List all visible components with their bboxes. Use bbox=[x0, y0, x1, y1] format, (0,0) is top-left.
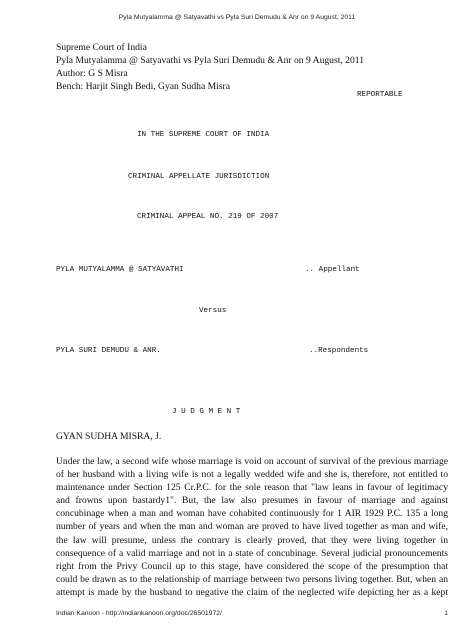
paragraph-line: consequence of a valid marriage and not in a state of concubinage. Several judicial pronouncements bbox=[56, 547, 448, 559]
bench-line: Bench: Harjit Singh Bedi, Gyan Sudha Misra bbox=[56, 81, 230, 92]
paragraph-line: attempt is made by the husband to negative the claim of the neglected wife depicting her as a kept bbox=[56, 586, 448, 598]
paragraph-line: Under the law, a second wife whose marriage is void on account of survival of the previous marriage bbox=[56, 456, 448, 467]
respondent-role: ..Respondents bbox=[309, 347, 369, 355]
paragraph-line: maintenance under Section 125 Cr.P.C. for the sole reason that "law leans in favour of legitimacy bbox=[56, 482, 448, 494]
paragraph-line: number of years and when the man and woman are proved to have lived together as man and wife, bbox=[56, 521, 448, 533]
court-heading: IN THE SUPREME COURT OF INDIA bbox=[137, 131, 270, 139]
jurisdiction-heading: CRIMINAL APPELLATE JURISDICTION bbox=[128, 173, 270, 181]
footer-source: Indian Kanoon - http://indiankanoon.org/doc/26501972/ bbox=[56, 610, 222, 617]
case-title: Pyla Mutyalamma @ Satyavathi vs Pyla Suri Demudu & Anr on 9 August, 2011 bbox=[56, 55, 365, 66]
appellant-name: PYLA MUTYALAMMA @ SATYAVATHI bbox=[56, 266, 184, 274]
reportable-label: REPORTABLE bbox=[357, 91, 403, 99]
judgment-paragraph bbox=[56, 455, 448, 599]
respondent-name: PYLA SURI DEMUDU & ANR. bbox=[56, 347, 161, 355]
running-header: Pyla Mutyalamma @ Satyavathi vs Pyla Suri Demudu & Anr on 9 August, 2011 bbox=[118, 14, 356, 21]
paragraph-line: the law will presume, unless the contrary is clearly proved, that they were living together in bbox=[56, 534, 448, 546]
paragraph-line: right from the Privy Council up to this stage, have considered the scope of the presumption that bbox=[56, 560, 448, 572]
judgment-heading: J U D G M E N T bbox=[172, 408, 241, 416]
paragraph-line: and frowns upon bastardy1". But, the law also presumes in favour of marriage and against bbox=[56, 495, 448, 507]
judge-name: GYAN SUDHA MISRA, J. bbox=[56, 431, 162, 442]
page-number: 1 bbox=[444, 610, 448, 617]
paragraph-line: concubinage when a man and woman have cohabited continuously for 1 AIR 1929 P.C. 135 a long bbox=[56, 508, 448, 520]
court-name: Supreme Court of India bbox=[56, 42, 147, 53]
appeal-number: CRIMINAL APPEAL NO. 219 OF 2007 bbox=[137, 213, 279, 221]
versus-label: Versus bbox=[199, 307, 227, 315]
paragraph-line: could be drawn as to the relationship of marriage between two persons living together. But, when an bbox=[56, 573, 448, 585]
author-line: Author: G S Misra bbox=[56, 68, 128, 79]
paragraph-line: of her husband with a living wife is not a legally wedded wife and she is, therefore, not entitled to bbox=[56, 469, 448, 481]
appellant-role: .. Appellant bbox=[305, 266, 360, 274]
